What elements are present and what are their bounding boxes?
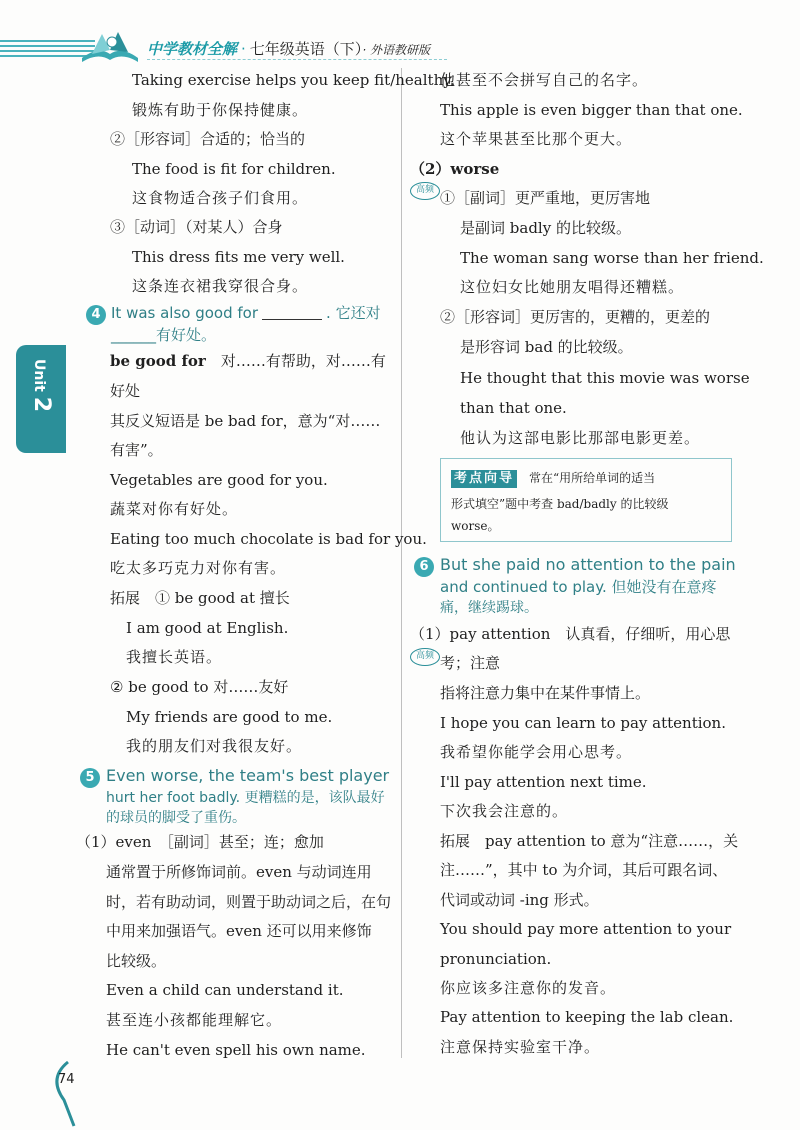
s6-body-11: You should pay more attention to your bbox=[440, 920, 732, 938]
exam-tip-title: 考点向导 bbox=[451, 470, 517, 488]
unit-number: 2 bbox=[29, 396, 54, 413]
left-line-5: 这食物适合孩子们食用。 bbox=[132, 189, 309, 207]
s6-body-15: 注意保持实验室干净。 bbox=[440, 1038, 601, 1056]
s6-body-8: 拓展 pay attention to 意为“注意……，关 bbox=[440, 832, 739, 850]
sentence-4-line-2: ______有好处。 bbox=[111, 326, 217, 344]
s5-body-2: 通常置于所修饰词前。even 与动词连用 bbox=[106, 863, 372, 881]
exam-text-1: 常在“用所给单词的适当 bbox=[529, 471, 656, 485]
right-line-8: 这位妇女比她朋友唱得还糟糕。 bbox=[460, 278, 685, 296]
edition-text: · 外语教研版 bbox=[362, 43, 430, 57]
right-line-3: 这个苹果甚至比那个更大。 bbox=[440, 130, 633, 148]
header-separator: · bbox=[241, 40, 246, 58]
unit-label bbox=[29, 359, 54, 413]
sentence-6-line-1: But she paid no attention to the pain bbox=[440, 555, 736, 574]
unit-word: Unit bbox=[31, 359, 47, 392]
s6-body-3: 指将注意力集中在某件事情上。 bbox=[440, 684, 651, 702]
right-line-12: than that one. bbox=[460, 399, 567, 417]
right-line-4: （2）worse bbox=[410, 160, 500, 178]
sentence-4-line-1 bbox=[111, 302, 381, 324]
s4-body-6: 蔬菜对你有好处。 bbox=[110, 500, 239, 518]
sentence-5-badge: 5 bbox=[80, 768, 100, 788]
s5-body-1: （1）even ［副词］甚至；连；愈加 bbox=[76, 833, 324, 851]
right-line-10: 是形容词 bad 的比较级。 bbox=[460, 338, 633, 356]
s4-body-8: 吃太多巧克力对你有害。 bbox=[110, 559, 287, 577]
s5-body-5: 比较级。 bbox=[106, 952, 167, 970]
s5-body-3: 时，若有助动词，则置于助动词之后，在句 bbox=[106, 893, 392, 911]
s5-body-4: 中用来加强语气。even 还可以用来修饰 bbox=[106, 922, 372, 940]
right-line-1: 他甚至不会拼写自己的名字。 bbox=[440, 71, 649, 89]
s4-body-7: Eating too much chocolate is bad for you. bbox=[110, 530, 427, 548]
exam-line-3: worse。 bbox=[451, 519, 500, 533]
s4-body-13: My friends are good to me. bbox=[126, 708, 333, 726]
unit-tab bbox=[16, 345, 66, 453]
left-line-8: 这条连衣裙我穿很合身。 bbox=[132, 277, 309, 295]
left-line-7: This dress fits me very well. bbox=[132, 248, 345, 266]
s4-body-2: 好处 bbox=[110, 382, 141, 400]
s4-body-4: 有害”。 bbox=[110, 441, 163, 459]
s6-body-13: 你应该多注意你的发音。 bbox=[440, 979, 617, 997]
s4-body-14: 我的朋友们对我很友好。 bbox=[126, 737, 303, 755]
page-number: 74 bbox=[58, 1072, 75, 1087]
sentence-5-line-1: Even worse, the team's best player bbox=[106, 766, 390, 785]
exam-line-1 bbox=[451, 469, 655, 488]
sentence-5-line-2: hurt her foot badly. 更糟糕的是，该队最好 bbox=[106, 790, 385, 806]
s5-body-7: 甚至连小孩都能理解它。 bbox=[106, 1011, 283, 1029]
s6-body-12: pronunciation. bbox=[440, 950, 552, 968]
phrase-meaning: 对……有帮助，对……有 bbox=[205, 352, 386, 370]
s5-body-6: Even a child can understand it. bbox=[106, 981, 344, 999]
s6-body-7: 下次我会注意的。 bbox=[440, 802, 569, 820]
s6-body-6: I'll pay attention next time. bbox=[440, 773, 647, 791]
book-logo-icon bbox=[78, 28, 142, 68]
s4-body-5: Vegetables are good for you. bbox=[110, 471, 328, 489]
book-title: 中学教材全解 bbox=[147, 40, 238, 58]
right-line-11: He thought that this movie was worse bbox=[460, 369, 750, 387]
page-header bbox=[0, 0, 800, 70]
right-line-7: The woman sang worse than her friend. bbox=[460, 249, 764, 267]
s6-body-14: Pay attention to keeping the lab clean. bbox=[440, 1008, 734, 1026]
s6-body-4: I hope you can learn to pay attention. bbox=[440, 714, 726, 732]
grade-text: 七年级英语（下） bbox=[249, 40, 363, 58]
header-rule bbox=[147, 59, 447, 60]
column-divider bbox=[401, 68, 402, 1058]
s6-body-9: 注……”，其中 to 为介词，其后可跟名词、 bbox=[440, 861, 728, 879]
gaokao-tag-icon-2: 高频 bbox=[410, 648, 440, 666]
s6-body-10: 代词或动词 -ing 形式。 bbox=[440, 891, 599, 909]
sentence-4-text-b: . 它还对 bbox=[326, 304, 381, 322]
right-line-9: ②［形容词］更厉害的，更糟的，更差的 bbox=[440, 308, 711, 326]
header-title bbox=[147, 38, 430, 59]
sentence-4-text-a: It was also good for bbox=[111, 304, 259, 322]
right-line-2: This apple is even bigger than that one. bbox=[440, 101, 743, 119]
left-line-6: ③［动词］（对某人）合身 bbox=[110, 218, 283, 236]
sentence-6-line-3: 痛，继续踢球。 bbox=[440, 600, 538, 616]
s4-body-3: 其反义短语是 be bad for，意为“对…… bbox=[110, 412, 381, 430]
phrase-be-good-for: be good for bbox=[110, 352, 206, 370]
left-line-4: The food is fit for children. bbox=[132, 160, 336, 178]
sentence-6-line-2: and continued to play. 但她没有在意疼 bbox=[440, 578, 717, 596]
exam-line-2: 形式填空”题中考查 bad/badly 的比较级 bbox=[451, 497, 669, 511]
left-line-2: 锻炼有助于你保持健康。 bbox=[132, 101, 309, 119]
s6-body-1: （1）pay attention 认真看，仔细听，用心思 bbox=[410, 625, 731, 643]
s4-body-11: 我擅长英语。 bbox=[126, 648, 223, 666]
gaokao-tag-icon: 高频 bbox=[410, 182, 440, 200]
exam-tip-box bbox=[440, 458, 732, 542]
sentence-5-line-3: 的球员的脚受了重伤。 bbox=[106, 810, 246, 826]
left-line-1: Taking exercise helps you keep fit/healthy. bbox=[132, 71, 455, 89]
s5-body-8: He can't even spell his own name. bbox=[106, 1041, 366, 1059]
s6-body-5: 我希望你能学会用心思考。 bbox=[440, 743, 633, 761]
s4-body-9: 拓展 ① be good at 擅长 bbox=[110, 589, 290, 607]
s6-body-2: 考；注意 bbox=[440, 654, 501, 672]
s4-body-10: I am good at English. bbox=[126, 619, 289, 637]
right-line-5: ①［副词］更严重地，更厉害地 bbox=[440, 189, 651, 207]
s4-body-12: ② be good to 对……友好 bbox=[110, 678, 289, 696]
sentence-6-badge: 6 bbox=[414, 557, 434, 577]
sentence-4-badge: 4 bbox=[86, 305, 106, 325]
page-corner-decor bbox=[46, 1060, 86, 1130]
left-line-3: ②［形容词］合适的；恰当的 bbox=[110, 130, 306, 148]
right-line-6: 是副词 badly 的比较级。 bbox=[460, 219, 631, 237]
right-line-13: 他认为这部电影比那部电影更差。 bbox=[460, 429, 701, 447]
s4-body-1 bbox=[110, 351, 386, 371]
fill-blank bbox=[262, 319, 322, 320]
